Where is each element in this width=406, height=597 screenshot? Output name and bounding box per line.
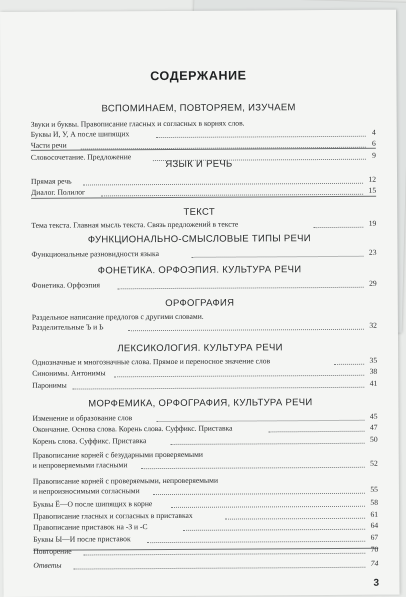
entry-title: Правописание корней с проверяемыми, непроверяемыми — [32, 475, 219, 486]
leader-dots — [313, 227, 363, 228]
toc-entry[interactable] — [31, 219, 376, 231]
entry-title: Синонимы. Антонимы — [32, 368, 106, 378]
toc-entry[interactable] — [31, 248, 376, 260]
page-number: 3 — [373, 577, 380, 589]
page-title: СОДЕРЖАНИЕ — [150, 68, 247, 84]
toc-entry[interactable] — [32, 321, 377, 333]
entry-page: 29 — [369, 278, 377, 288]
entry-title: Правописание корней с безударными проверяемыми — [32, 449, 203, 460]
toc-entry[interactable] — [33, 423, 378, 435]
section-heading: ФОНЕТИКА. ОРФОЭПИЯ. КУЛЬТУРА РЕЧИ — [97, 264, 302, 277]
entry-title: Тема текста. Главная мысль текста. Связь предложений в тексте — [31, 219, 239, 230]
entry-page: 4 — [371, 127, 376, 137]
entry-title: Функциональные разновидности языка — [31, 249, 159, 259]
toc-entry[interactable] — [31, 175, 376, 187]
entry-title: Корень слова. Суффикс. Приставка — [32, 436, 147, 446]
entry-title: Однозначные и многозначные слова. Прямое и переносное значение слов — [32, 356, 271, 367]
entry-title: Ответы — [33, 560, 62, 570]
toc-entry[interactable] — [32, 279, 377, 291]
entry-page: 9 — [372, 150, 376, 160]
leader-dots — [157, 420, 365, 422]
toc-entry[interactable] — [33, 485, 378, 497]
entry-title: Прямая речь — [31, 176, 72, 186]
toc-entry[interactable] — [33, 435, 378, 447]
section-heading: ЯЗЫК И РЕЧЬ — [165, 158, 233, 170]
entry-page: 19 — [368, 218, 377, 228]
toc-entry[interactable] — [32, 412, 377, 424]
entry-page: 58 — [370, 497, 379, 507]
section-heading: ОРФОГРАФИЯ — [165, 297, 235, 309]
toc-entry[interactable] — [33, 521, 378, 533]
entry-page: 35 — [369, 355, 378, 365]
entry-title: и непроизносимыми согласными — [32, 486, 140, 496]
leader-dots — [147, 541, 365, 543]
entry-page: 41 — [369, 378, 378, 388]
toc-entry[interactable] — [31, 151, 376, 163]
leader-dots — [153, 159, 366, 161]
contents-page — [0, 10, 400, 597]
leader-dots — [334, 364, 364, 365]
entry-page: 6 — [371, 138, 376, 148]
entry-title: Части речи — [30, 140, 67, 150]
leader-dots — [269, 431, 365, 433]
entry-page: 70 — [370, 544, 379, 554]
section-heading: МОРФЕМИКА, ОРФОГРАФИЯ, КУЛЬТУРА РЕЧИ — [88, 397, 313, 410]
toc-entry[interactable] — [33, 533, 378, 545]
entry-page: 47 — [369, 422, 378, 432]
entry-page: 74 — [370, 558, 379, 568]
leader-dots — [83, 553, 365, 556]
entry-title: Изменение и образование слов — [32, 413, 133, 423]
toc-entry[interactable] — [31, 186, 376, 198]
entry-page: 50 — [369, 434, 378, 444]
toc-entry[interactable] — [31, 128, 376, 140]
section-heading: ЛЕКСИКОЛОГИЯ. КУЛЬТУРА РЕЧИ — [117, 342, 283, 355]
entry-page: 23 — [368, 247, 377, 257]
entry-title: Правописание гласных и согласных в приставках — [33, 510, 193, 521]
entry-page: 55 — [370, 484, 378, 494]
leader-dots — [128, 329, 364, 331]
leader-dots — [141, 467, 365, 469]
entry-title: Словосочетание. Предложение — [30, 152, 132, 162]
leader-dots — [183, 529, 365, 531]
entry-page: 15 — [368, 185, 377, 195]
toc-entry[interactable] — [32, 367, 377, 379]
toc-entry[interactable] — [33, 559, 378, 571]
leader-dots — [191, 256, 363, 258]
entry-title: Звуки и буквы. Правописание гласных и согласных в корнях слов. — [30, 118, 245, 129]
entry-title: Раздельное написание предлогов с другими словами. — [31, 311, 204, 322]
leader-dots — [118, 287, 364, 290]
section-heading: ТЕКСТ — [183, 206, 215, 218]
entry-title: Повторение — [33, 546, 72, 556]
toc-entry[interactable] — [33, 510, 378, 522]
entry-title: и непроверяемыми гласными — [32, 460, 128, 470]
leader-dots — [171, 506, 365, 508]
entry-title: Буквы И, У, А после шипящих — [30, 129, 130, 139]
entry-title: Диалог. Полилог — [31, 187, 86, 197]
toc-entry[interactable] — [32, 356, 377, 368]
entry-page: 32 — [369, 320, 377, 330]
entry-title: Буквы Ё—О после шипящих в корне — [32, 499, 153, 509]
leader-dots — [153, 493, 365, 495]
leader-dots — [171, 443, 365, 445]
entry-title: Паронимы — [32, 380, 67, 390]
entry-page: 64 — [370, 520, 379, 530]
toc-entry[interactable] — [31, 139, 376, 151]
entry-title: Окончание. Основа слова. Корень слова. Суффикс. Приставка — [32, 423, 233, 434]
leader-dots — [81, 147, 366, 150]
entry-page: 61 — [370, 509, 379, 519]
entry-page: 45 — [369, 411, 378, 421]
leader-dots — [225, 518, 365, 520]
toc-entry[interactable] — [33, 498, 378, 510]
entry-title: Буквы Ы—И после приставок — [33, 534, 131, 544]
leader-dots — [101, 194, 363, 197]
entry-page: 67 — [370, 532, 379, 542]
entry-page: 52 — [370, 458, 378, 468]
entry-page: 38 — [369, 366, 378, 376]
leader-dots — [114, 375, 364, 378]
leader-dots — [72, 387, 364, 390]
section-heading: ВСПОМИНАЕМ, ПОВТОРЯЕМ, ИЗУЧАЕМ — [101, 102, 296, 115]
entry-title: Разделительные Ъ и Ь — [31, 322, 104, 332]
toc-entry[interactable] — [33, 459, 378, 471]
entry-title: Правописание приставок на -З и -С — [33, 522, 148, 532]
section-heading: ФУНКЦИОНАЛЬНО-СМЫСЛОВЫЕ ТИПЫ РЕЧИ — [87, 233, 311, 246]
entry-page: 12 — [368, 174, 377, 184]
leader-dots — [73, 567, 365, 570]
leader-dots — [156, 136, 366, 138]
toc-entry[interactable] — [33, 545, 378, 557]
toc-entry[interactable] — [32, 379, 377, 391]
entry-title: Фонетика. Орфоэпия — [31, 280, 101, 290]
